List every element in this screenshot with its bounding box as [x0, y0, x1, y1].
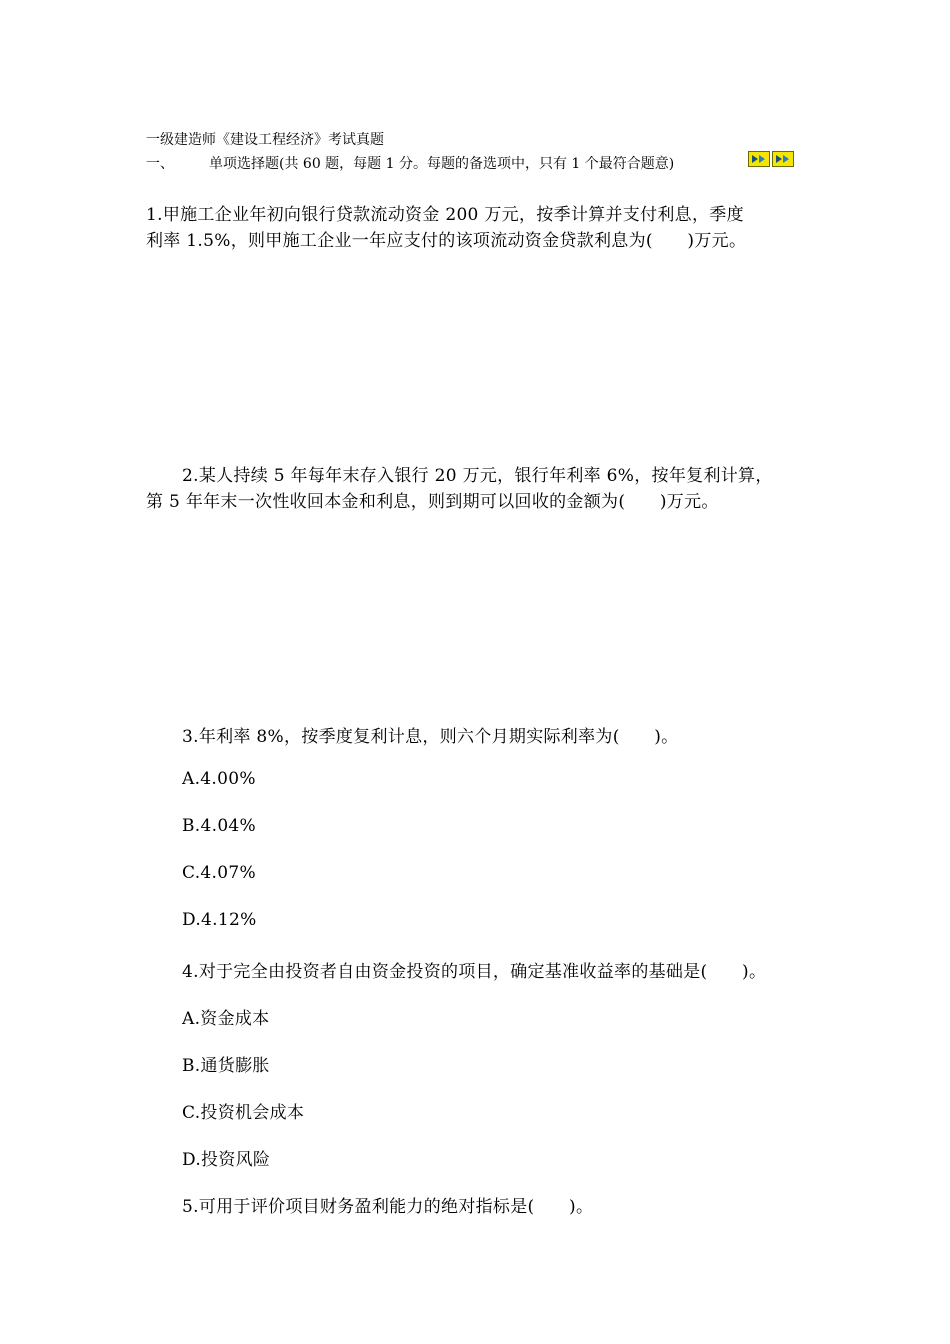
double-arrow-icon[interactable]: [748, 151, 770, 167]
double-arrow-icon[interactable]: [772, 151, 794, 167]
question-4-option-c: C.投资机会成本: [182, 1103, 305, 1123]
question-2-line-1: 2.某人持续 5 年每年末存入银行 20 万元，银行年利率 6%，按年复利计算，: [182, 466, 773, 486]
section-number: 一、: [146, 156, 174, 172]
section-heading: 单项选择题(共 60 题，每题 1 分。每题的备选项中，只有 1 个最符合题意): [209, 156, 675, 172]
question-3-option-c: C.4.07%: [182, 863, 256, 883]
question-4-option-a: A.资金成本: [182, 1009, 270, 1029]
question-4-option-d: D.投资风险: [182, 1150, 271, 1170]
question-3-stem: 3.年利率 8%，按季度复利计息，则六个月期实际利率为( )。: [182, 727, 679, 747]
question-3-option-a: A.4.00%: [182, 769, 256, 789]
answer-icons[interactable]: [748, 151, 794, 167]
question-3-option-b: B.4.04%: [182, 816, 257, 836]
doc-title: 一级建造师《建设工程经济》考试真题: [146, 132, 384, 148]
question-1-line-2: 利率 1.5%，则甲施工企业一年应支付的该项流动资金贷款利息为( )万元。: [146, 231, 747, 251]
question-5-stem: 5.可用于评价项目财务盈利能力的绝对指标是( )。: [182, 1197, 594, 1217]
question-2-line-2: 第 5 年年末一次性收回本金和利息，则到期可以回收的金额为( )万元。: [146, 492, 719, 512]
question-1-line-1: 1.甲施工企业年初向银行贷款流动资金 200 万元，按季计算并支付利息，季度: [146, 205, 744, 225]
question-3-option-d: D.4.12%: [182, 910, 257, 930]
question-4-stem: 4.对于完全由投资者自由资金投资的项目，确定基准收益率的基础是( )。: [182, 962, 767, 982]
question-4-option-b: B.通货膨胀: [182, 1056, 270, 1076]
